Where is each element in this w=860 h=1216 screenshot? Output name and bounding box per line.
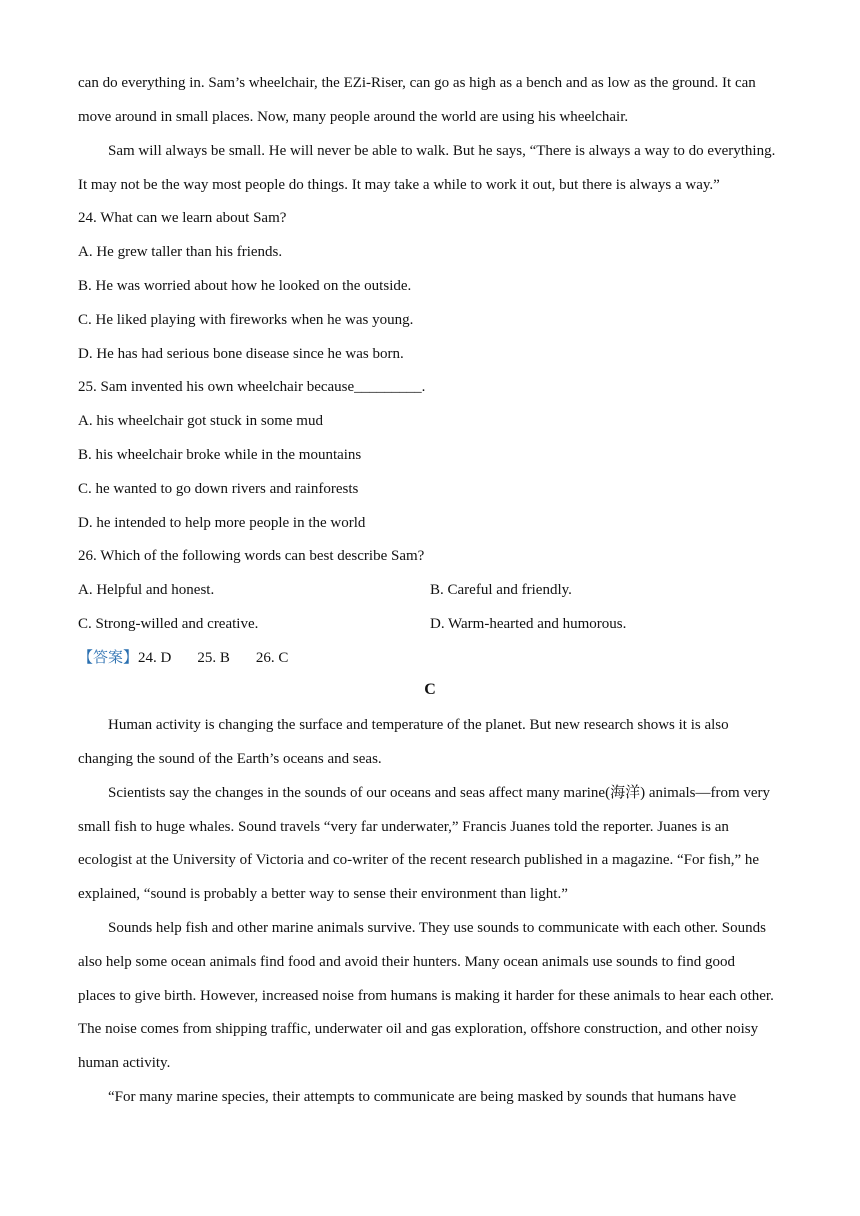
passage-line: explained, “sound is probably a better way to sense their environment than light.” xyxy=(78,886,568,902)
passage-line: small fish to huge whales. Sound travels “very far underwater,” Francis Juanes told the reporter. Juanes is an xyxy=(78,819,729,835)
passage-line: also help some ocean animals find food and avoid their hunters. Many ocean animals use sounds to find good xyxy=(78,954,735,970)
answer-label: 【答案】 xyxy=(78,650,139,666)
passage-line: Sounds help fish and other marine animals survive. They use sounds to communicate with each other. Sounds xyxy=(108,920,766,936)
question-26-option-a: A. Helpful and honest. xyxy=(78,582,215,598)
passage-line: The noise comes from shipping traffic, underwater oil and gas exploration, offshore construction, and other noisy xyxy=(78,1021,759,1037)
question-26-option-d: D. Warm-hearted and humorous. xyxy=(430,616,627,632)
passage-line: Human activity is changing the surface and temperature of the planet. But new research shows it is also xyxy=(108,717,729,733)
question-24-stem: 24. What can we learn about Sam? xyxy=(78,210,287,226)
question-26-stem: 26. Which of the following words can best describe Sam? xyxy=(78,548,425,564)
passage-line: Sam will always be small. He will never be able to walk. But he says, “There is always a way to do everything. xyxy=(108,143,776,159)
question-25-option-a: A. his wheelchair got stuck in some mud xyxy=(78,413,323,429)
passage-line: human activity. xyxy=(78,1055,171,1071)
answer-26: 26. C xyxy=(255,650,289,666)
question-25-option-c: C. he wanted to go down rivers and rainforests xyxy=(78,481,359,497)
question-25-option-d: D. he intended to help more people in the world xyxy=(78,515,366,531)
answer-line xyxy=(78,648,288,668)
answer-25: 25. B xyxy=(197,650,230,666)
passage-line: ecologist at the University of Victoria and co-writer of the recent research published in a magazine. “For fish,” he xyxy=(78,852,760,868)
question-26-option-b: B. Careful and friendly. xyxy=(430,582,572,598)
passage-line: can do everything in. Sam’s wheelchair, the EZi-Riser, can go as high as a bench and as low as the ground. It can xyxy=(78,75,756,91)
passage-line: places to give birth. However, increased noise from humans is making it harder for these animals to hear each other. xyxy=(78,988,774,1004)
question-24-option-d: D. He has had serious bone disease since he was born. xyxy=(78,346,404,362)
question-24-option-c: C. He liked playing with fireworks when he was young. xyxy=(78,312,414,328)
answer-24: 24. D xyxy=(138,650,172,666)
question-26-option-c: C. Strong-willed and creative. xyxy=(78,616,259,632)
question-25-option-b: B. his wheelchair broke while in the mountains xyxy=(78,447,362,463)
passage-line: changing the sound of the Earth’s oceans and seas. xyxy=(78,751,382,767)
section-title: C xyxy=(424,681,436,698)
passage-line: Scientists say the changes in the sounds of our oceans and seas affect many marine(海洋) animals—from very xyxy=(108,785,771,801)
passage-line: It may not be the way most people do things. It may take a while to work it out, but there is always a way.” xyxy=(78,177,720,193)
question-24-option-b: B. He was worried about how he looked on the outside. xyxy=(78,278,412,294)
passage-line: move around in small places. Now, many people around the world are using his wheelchair. xyxy=(78,109,629,125)
question-24-option-a: A. He grew taller than his friends. xyxy=(78,244,283,260)
passage-line: “For many marine species, their attempts to communicate are being masked by sounds that humans have xyxy=(108,1089,737,1105)
question-25-stem: 25. Sam invented his own wheelchair because_________. xyxy=(78,379,426,395)
